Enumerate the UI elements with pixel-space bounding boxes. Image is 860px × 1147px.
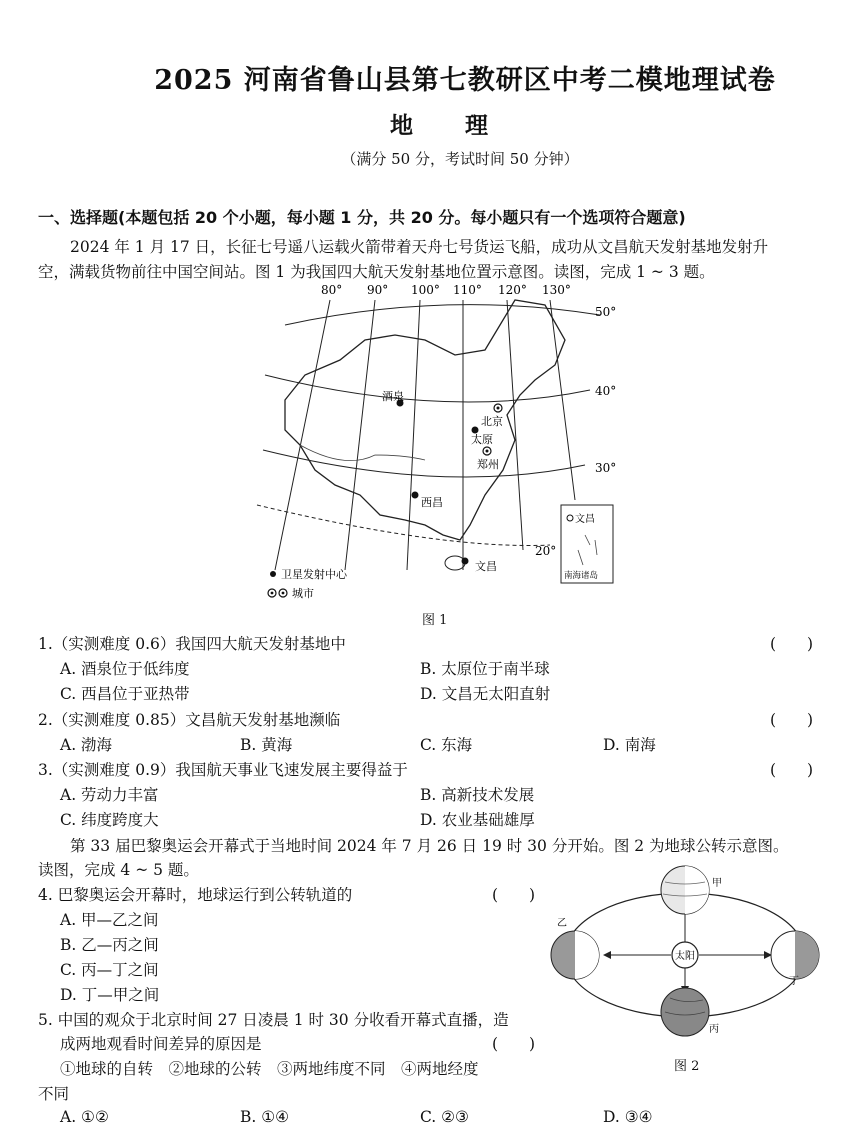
position-label: 乙 [557, 918, 567, 929]
option-b[interactable]: B. 太原位于南半球 [420, 660, 550, 678]
option-a[interactable]: A. 劳动力丰富 [60, 786, 159, 804]
option-c[interactable]: C. ②③ [420, 1108, 469, 1126]
site-label: 西昌 [421, 496, 443, 509]
site-label: 太原 [471, 433, 493, 446]
option-d[interactable]: D. 文昌无太阳直射 [420, 685, 551, 703]
option-c[interactable]: C. 东海 [420, 736, 473, 754]
longitude-label: 90° [367, 283, 389, 297]
option-a[interactable]: A. ①② [60, 1108, 109, 1126]
site-label: 文昌 [475, 560, 497, 573]
answer-paren[interactable]: ( ) [492, 1035, 536, 1053]
option-b[interactable]: B. 乙—丙之间 [60, 936, 159, 954]
question-3-stem: 3.（实测难度 0.9）我国航天事业飞速发展主要得益于 [38, 761, 408, 779]
option-b[interactable]: B. ①④ [240, 1108, 290, 1126]
question-5-stem: 5. 中国的观众于北京时间 27 日凌晨 1 时 30 分收看开幕式直播，造 [38, 1011, 509, 1029]
passage-line: 空，满载货物前往中国空间站。图 1 为我国四大航天发射基地位置示意图。读图，完成 1 ~ 3 题。 [38, 263, 715, 281]
answer-paren[interactable]: ( ) [492, 886, 536, 904]
question-5-stem: 成两地观看时间差异的原因是 [60, 1035, 262, 1053]
figure1-caption: 图 1 [422, 613, 448, 628]
option-c[interactable]: C. 西昌位于亚热带 [60, 685, 190, 703]
option-b[interactable]: B. 黄海 [240, 736, 293, 754]
question-5-items: ①地球的自转 ②地球的公转 ③两地纬度不同 ④两地经度 [60, 1060, 479, 1078]
passage-line: 2024 年 1 月 17 日，长征七号遥八运载火箭带着天舟七号货运飞船，成功从文昌航天发射基地发射升 [70, 238, 769, 256]
figure2-caption: 图 2 [674, 1059, 700, 1074]
china-launch-map [245, 280, 625, 590]
longitude-label: 110° [453, 283, 482, 297]
sun-label: 太阳 [675, 951, 695, 962]
passage-line: 第 33 届巴黎奥运会开幕式于当地时间 2024 年 7 月 26 日 19 时 30 分开始。图 2 为地球公转示意图。 [70, 837, 789, 855]
site-label: 郑州 [477, 458, 499, 471]
option-a[interactable]: A. 渤海 [60, 736, 113, 754]
answer-paren[interactable]: ( ) [770, 635, 814, 653]
option-d[interactable]: D. ③④ [603, 1108, 653, 1126]
exam-title: 2025 河南省鲁山县第七教研区中考二模地理试卷 [154, 65, 776, 96]
section-heading: 一、选择题(本题包括 20 个小题，每小题 1 分，共 20 分。每小题只有一个选项符合题意) [38, 208, 686, 227]
legend-site: 卫星发射中心 [281, 568, 347, 581]
question-2-stem: 2.（实测难度 0.85）文昌航天发射基地濒临 [38, 711, 341, 729]
longitude-label: 100° [411, 283, 440, 297]
option-a[interactable]: A. 甲—乙之间 [60, 911, 159, 929]
subject-title: 地 理 [389, 112, 510, 139]
site-label: 北京 [481, 415, 503, 428]
option-d[interactable]: D. 南海 [603, 736, 656, 754]
exam-note: （满分 50 分，考试时间 50 分钟） [341, 150, 579, 168]
inset-label: 南海诸岛 [564, 571, 599, 581]
longitude-label: 130° [542, 283, 571, 297]
earth-revolution-diagram [545, 860, 830, 1040]
answer-paren[interactable]: ( ) [770, 761, 814, 779]
site-label: 酒泉 [382, 390, 404, 403]
position-label: 甲 [712, 878, 722, 889]
option-d[interactable]: D. 丁—甲之间 [60, 986, 160, 1004]
option-b[interactable]: B. 高新技术发展 [420, 786, 535, 804]
option-a[interactable]: A. 酒泉位于低纬度 [60, 660, 190, 678]
latitude-label: 40° [595, 384, 617, 398]
inset-site-label: 文昌 [575, 514, 595, 525]
position-label: 丙 [709, 1024, 719, 1035]
question-4-stem: 4. 巴黎奥运会开幕时，地球运行到公转轨道的 [38, 886, 353, 904]
answer-paren[interactable]: ( ) [770, 711, 814, 729]
longitude-label: 80° [321, 283, 343, 297]
latitude-label: 50° [595, 305, 617, 319]
position-label: 丁 [789, 976, 799, 987]
longitude-label: 120° [498, 283, 527, 297]
legend-city-label: 城市 [292, 587, 314, 600]
latitude-label: 20° [535, 544, 557, 558]
passage-line: 读图，完成 4 ~ 5 题。 [38, 861, 199, 879]
option-d[interactable]: D. 农业基础雄厚 [420, 811, 535, 829]
question-5-items: 不同 [38, 1085, 70, 1103]
legend-city [265, 585, 425, 605]
option-c[interactable]: C. 纬度跨度大 [60, 811, 159, 829]
option-c[interactable]: C. 丙—丁之间 [60, 961, 159, 979]
latitude-label: 30° [595, 461, 617, 475]
question-1-stem: 1.（实测难度 0.6）我国四大航天发射基地中 [38, 635, 346, 653]
